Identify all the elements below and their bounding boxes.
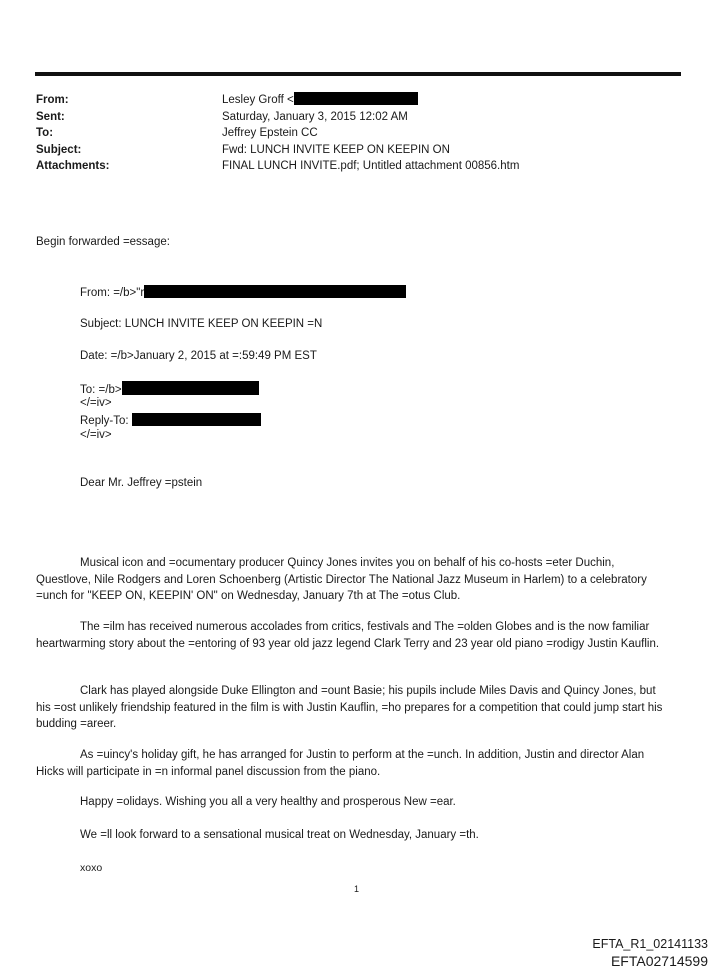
div-close-tag: </=iv> [80,397,112,409]
attachments-value: FINAL LUNCH INVITE.pdf; Untitled attachment 00856.htm [222,160,520,172]
from-label: From: [36,94,69,106]
to-value: Jeffrey Epstein CC [222,127,318,139]
footer-id-primary: EFTA_R1_02141133 [592,937,708,951]
header-rule [35,72,681,76]
sent-label: Sent: [36,110,65,123]
fwd-date-line: Date: =/b>January 2, 2015 at =:59:49 PM EST [80,350,317,362]
sent-value: Saturday, January 3, 2015 12:02 AM [222,110,408,123]
subject-value: Fwd: LUNCH INVITE KEEP ON KEEPIN ON [222,143,450,156]
div-close-tag: </=iv> [80,429,112,441]
email-header [36,92,676,176]
redaction-bar [132,413,261,426]
fwd-subject-line: Subject: LUNCH INVITE KEEP ON KEEPIN =N [80,318,323,330]
holiday-wishes: Happy =olidays. Wishing you all a very healthy and prosperous New =ear. [80,796,456,808]
body-paragraph: Clark has played alongside Duke Ellington and =ount Basie; his pupils include Miles Davis and Quincy Jones, but his =ost unlikely friendship featured in the film is with Justin Kauflin, =ho prepares for a competition that could jump start his budding =areer. [36,685,663,730]
fwd-to-line: To: =/b> [80,381,259,396]
greeting: Dear Mr. Jeffrey =pstein [80,477,203,489]
body-paragraph: As =uincy's holiday gift, he has arranged for Justin to perform at the =unch. In addition, Justin and director Alan Hicks will participate in =n informal panel discussion from the piano. [36,749,645,778]
look-forward: We =ll look forward to a sensational musical treat on Wednesday, January =th. [80,829,479,841]
begin-forwarded: Begin forwarded =essage: [36,236,170,248]
attachments-label: Attachments: [36,160,110,172]
redaction-bar [294,92,418,105]
body-paragraph: The =ilm has received numerous accolades from critics, festivals and The =olden Globes and is the now familiar heartwarming story about the =entoring of 93 year old jazz legend Clark Terry and 23 year old piano =rodigy Justin Kauflin. [36,621,660,650]
subject-label: Subject: [36,143,82,156]
footer-id-secondary: EFTA02714599 [610,953,708,969]
redaction-bar [122,381,259,395]
page-number: 1 [354,884,360,894]
redaction-bar [144,285,406,298]
signoff: xoxo [80,862,103,874]
from-value: Lesley Groff < [222,92,418,109]
fwd-reply-to-line: Reply-To: [80,413,261,427]
body-paragraph: Musical icon and =ocumentary producer Quincy Jones invites you on behalf of his co-hosts =eter Duchin, Questlove, Nile Rodgers and Loren Schoenberg (Artistic Director The National Jazz Museum in Harlem) to a celebratory =unch for "KEEP ON, KEEPIN' ON" on Wednesday, January 7th at The =otus Club. [36,557,647,602]
fwd-from-line: From: =/b>"r [80,285,406,299]
to-label: To: [36,127,54,139]
